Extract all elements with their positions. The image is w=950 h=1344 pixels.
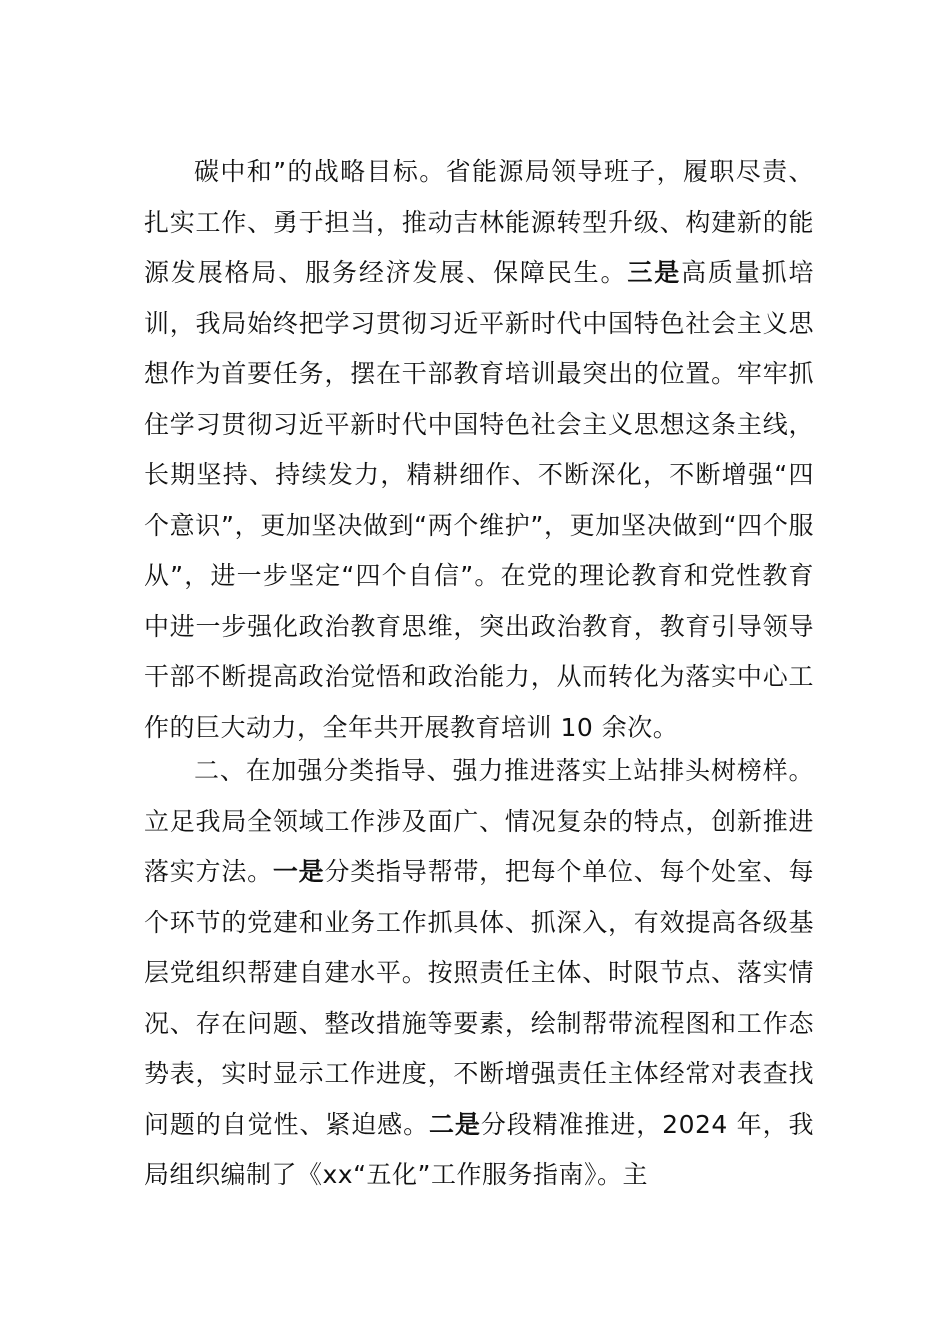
paragraph-2-text-b: 分类指导帮带，把每个单位、每个处室、每个环节的党建和业务工作抓具体、抓深入，有效提高各级基层党组织帮建自建水平。按照责任主体、时限节点、落实情况、存在问题、整改措施等要素，绘制帮带流程图和工作态势表，实时显示工作进度，不断增强责任主体经常对表查找问题的自觉性、紧迫感。: [144, 857, 814, 1139]
paragraph-2-bold-er-shi: 二是: [429, 1109, 481, 1139]
paragraph-1-text-b: 高质量抓培训，我局始终把学习贯彻习近平新时代中国特色社会主义思想作为首要任务，摆在干部教育培训最突出的位置。牢牢抓住学习贯彻习近平新时代中国特色社会主义思想这条主线，长期坚持、持续发力，精耕细作、不断深化，不断增强“四个意识”，更加坚决做到“两个维护”，更加坚决做到“四个服从”，进一步坚定“四个自信”。在党的理论教育和党性教育中进一步强化政治教育思维，突出政治教育，教育引导领导干部不断提高政治觉悟和政治能力，从而转化为落实中心工作的巨大动力，全年共开展教育培训 10 余次。: [144, 258, 814, 742]
paragraph-2-text-a: 二、在加强分类指导、强力推进落实上站排头树榜样。立足我局全领域工作涉及面广、情况复杂的特点，创新推进落实方法。: [144, 756, 814, 886]
paragraph-1: [144, 147, 814, 753]
paragraph-1-bold-san-shi: 三是: [627, 258, 682, 287]
paragraph-1-text-a: 碳中和”的战略目标。省能源局领导班子，履职尽责、扎实工作、勇于担当，推动吉林能源转型升级、构建新的能源发展格局、服务经济发展、保障民生。: [144, 157, 814, 287]
paragraph-2-text-c: 分段精准推进，2024 年，我局组织编制了《xx“五化”工作服务指南》。主: [144, 1109, 814, 1189]
paragraph-2: [144, 746, 814, 1201]
paragraph-2-bold-yi-shi: 一是: [272, 857, 325, 886]
